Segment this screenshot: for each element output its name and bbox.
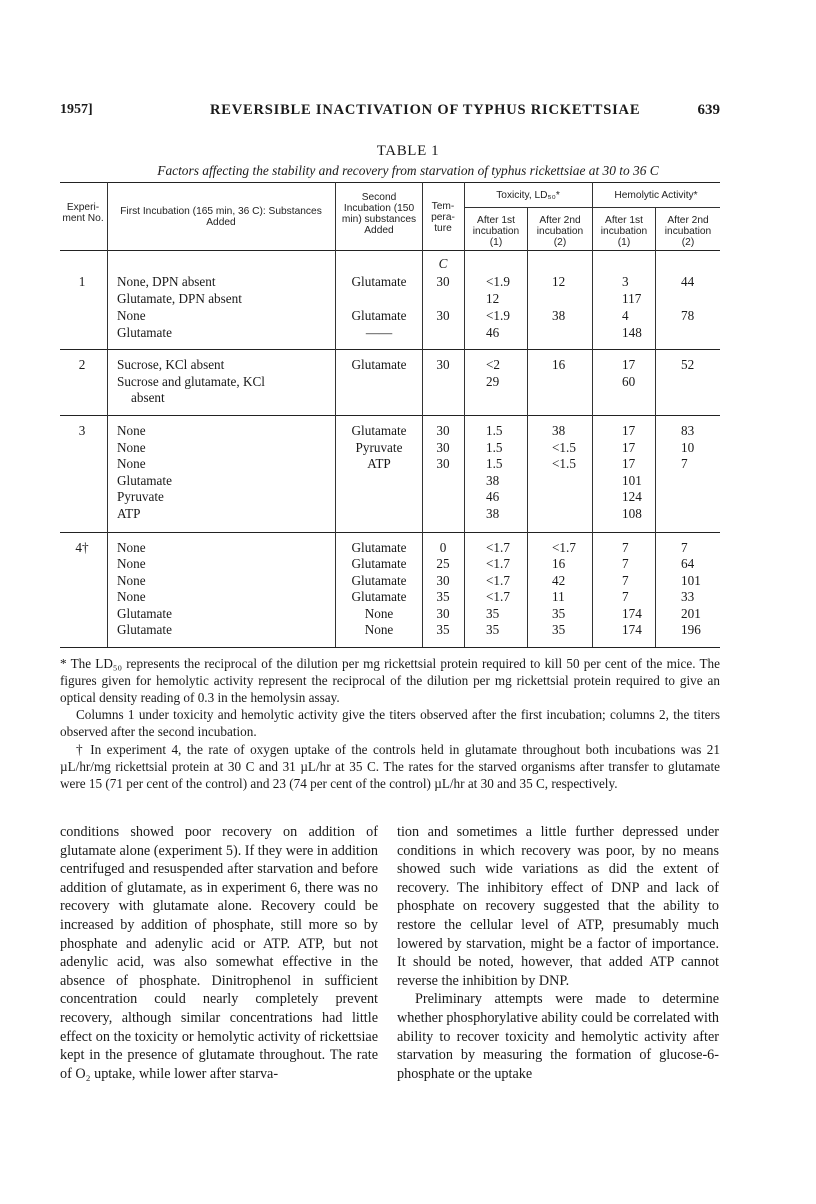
table-cell-hem1: 3 xyxy=(622,274,629,289)
table-cell-hem2: 78 xyxy=(681,308,695,323)
table-cell-second: None xyxy=(364,606,394,621)
table-cell-temp: 30 xyxy=(436,440,450,455)
table-cell-temp: 30 xyxy=(436,274,450,289)
table-cell-hem2: 10 xyxy=(681,440,695,455)
body-paragraph: Preliminary attempts were made to determine whether phosphorylative ability could be correlated with ability to recover toxicity and hemolytic activity after starvation by measuring the formation of glucose-6-phosphate or the uptake xyxy=(397,991,719,1082)
header-second-incubation: Second Incubation (150 min) substances Added xyxy=(341,192,417,236)
table-cell-hem1: 174 xyxy=(622,622,642,637)
table-cell-hem2: 64 xyxy=(681,556,695,571)
table-cell-second: —— xyxy=(365,325,393,340)
body-right-column xyxy=(397,823,719,1083)
group-divider-1 xyxy=(60,349,720,350)
table-cell-hem1: 124 xyxy=(622,489,642,504)
table-cell-hem1: 7 xyxy=(622,589,629,604)
table-label: TABLE 1 xyxy=(376,143,440,159)
header-bottom-rule xyxy=(60,250,720,251)
table-cell-first: None xyxy=(117,308,146,323)
table-caption: Factors affecting the stability and recovery from starvation of typhus rickettsiae at 30 to 36 C xyxy=(157,163,659,178)
table-cell-temp: 30 xyxy=(436,423,450,438)
table-cell-tox1: 38 xyxy=(486,506,500,521)
table-cell-first: Pyruvate xyxy=(117,489,164,504)
table-cell-first: ATP xyxy=(117,506,141,521)
table-cell-tox2: 38 xyxy=(552,308,566,323)
table-cell-first: None xyxy=(117,540,146,555)
table-cell-temp: 35 xyxy=(436,622,450,637)
table-cell-tox1: <1.7 xyxy=(486,540,510,555)
table-cell-tox2: 16 xyxy=(552,357,566,372)
table-cell-hem1: 148 xyxy=(622,325,642,340)
table-cell-tox1: <1.7 xyxy=(486,556,510,571)
table-cell-tox1: 1.5 xyxy=(486,423,503,438)
table-cell-hem2: 83 xyxy=(681,423,695,438)
table-cell-first: None xyxy=(117,589,146,604)
table-cell-tox2: 38 xyxy=(552,423,566,438)
table-top-rule xyxy=(60,182,720,183)
toxicity-subrule xyxy=(464,207,592,208)
table-cell-hem1: 108 xyxy=(622,506,642,521)
table-cell-first: Glutamate xyxy=(117,622,172,637)
table-cell-first: None xyxy=(117,556,146,571)
table-cell-tox1: 1.5 xyxy=(486,456,503,471)
table-cell-tox2: 12 xyxy=(552,274,566,289)
table-cell-second: ATP xyxy=(367,456,391,471)
table-cell-second: Glutamate xyxy=(351,308,407,323)
table-cell-tox2: 35 xyxy=(552,622,566,637)
table-cell-first: None xyxy=(117,440,146,455)
table-cell-hem1: 4 xyxy=(622,308,629,323)
table-cell-tox1: 35 xyxy=(486,606,500,621)
footnote-columns: Columns 1 under toxicity and hemolytic activity give the titers observed after the first incubation; columns 2, the titers observed after the second incubation. xyxy=(60,707,720,739)
volume-year: 1957] xyxy=(60,102,93,117)
table-cell-tox1: 46 xyxy=(486,325,500,340)
table-cell-hem1: 7 xyxy=(622,556,629,571)
table-cell-hem2: 7 xyxy=(681,540,688,555)
table-cell-second: Glutamate xyxy=(351,573,407,588)
group-divider-2 xyxy=(60,415,720,416)
table-cell-second: Glutamate xyxy=(351,274,407,289)
table-cell-temp: 35 xyxy=(436,589,450,604)
table-cell-first: None xyxy=(117,423,146,438)
table-cell-hem1: 60 xyxy=(622,374,636,389)
table-cell-tox2: 42 xyxy=(552,573,566,588)
header-experiment: Experi-ment No. xyxy=(62,202,104,224)
table-cell-second: Glutamate xyxy=(351,589,407,604)
table-cell-temp: 0 xyxy=(439,540,447,555)
header-first-incubation: First Incubation (165 min, 36 C): Substances Added xyxy=(120,206,322,228)
table-cell-second: None xyxy=(364,622,394,637)
table-cell-tox1: <1.7 xyxy=(486,573,510,588)
table-cell-second: Pyruvate xyxy=(355,440,403,455)
table-cell-tox2: 35 xyxy=(552,606,566,621)
table-cell-hem2: 101 xyxy=(681,573,701,588)
table-cell-hem2: 52 xyxy=(681,357,695,372)
table-cell-first: absent xyxy=(131,390,165,405)
table-cell-first: Sucrose and glutamate, KCl xyxy=(117,374,265,389)
table-cell-tox1: 12 xyxy=(486,291,500,306)
table-cell-second: Glutamate xyxy=(351,423,407,438)
table-cell-hem2: 33 xyxy=(681,589,695,604)
table-cell-first: None, DPN absent xyxy=(117,274,216,289)
table-cell-first: Sucrose, KCl absent xyxy=(117,357,225,372)
article-running-title: REVERSIBLE INACTIVATION OF TYPHUS RICKETTSIAE xyxy=(210,102,641,118)
table-cell-tox1: 35 xyxy=(486,622,500,637)
hemolytic-subrule xyxy=(592,207,720,208)
temperature-unit: C xyxy=(438,256,448,271)
table-cell-second: Glutamate xyxy=(351,357,407,372)
table-cell-temp: 30 xyxy=(436,573,450,588)
header-hem-after-2nd: After 2nd incubation (2) xyxy=(664,215,712,248)
table-cell-tox2: <1.5 xyxy=(552,440,576,455)
table-cell-temp: 30 xyxy=(436,606,450,621)
table-bottom-rule xyxy=(60,647,720,648)
table-cell-hem2: 196 xyxy=(681,622,701,637)
table-cell-hem1: 101 xyxy=(622,473,642,488)
table-cell-second: Glutamate xyxy=(351,540,407,555)
table-cell-tox1: <1.9 xyxy=(486,274,510,289)
table-cell-hem1: 17 xyxy=(622,440,636,455)
table-cell-tox1: 46 xyxy=(486,489,500,504)
table-cell-first: None xyxy=(117,456,146,471)
table-cell-hem1: 17 xyxy=(622,357,636,372)
table-cell-exp: 3 xyxy=(78,423,86,438)
table-cell-hem1: 174 xyxy=(622,606,642,621)
table-cell-temp: 30 xyxy=(436,308,450,323)
table-cell-tox2: 11 xyxy=(552,589,565,604)
table-cell-first: Glutamate xyxy=(117,325,172,340)
table-cell-tox1: <2 xyxy=(486,357,501,372)
table-cell-hem2: 201 xyxy=(681,606,701,621)
header-hem-after-1st: After 1st incubation (1) xyxy=(600,215,648,248)
header-tox-after-2nd: After 2nd incubation (2) xyxy=(536,215,584,248)
footnote-dagger: † In experiment 4, the rate of oxygen uptake of the controls held in glutamate throughout both incubations was 21 µL/hr/mg rickettsial protein at 30 C and 31 µL/hr at 35 C. The rates for the starved organisms after transfer to glutamate were 15 (71 per cent of the control) and 23 (74 per cent of the control) µL/hr at 30 and 35 C, respectively. xyxy=(60,742,720,791)
table-cell-hem2: 44 xyxy=(681,274,695,289)
table-cell-hem1: 7 xyxy=(622,573,629,588)
table-cell-exp: 4† xyxy=(75,540,89,555)
header-hemolytic: Hemolytic Activity* xyxy=(614,190,698,201)
table-cell-first: Glutamate, DPN absent xyxy=(117,291,242,306)
table-cell-second: Glutamate xyxy=(351,556,407,571)
table-cell-exp: 1 xyxy=(78,274,86,289)
body-paragraph: conditions showed poor recovery on addition of glutamate alone (experiment 5). If they were in addition centrifuged and resuspended after starvation and before addition of glutamate, as in experiment 6, there was no recovery with glutamate alone. Recovery could be increased by addition of phosphate, still more so by phosphate and adenylic acid or ATP. ATP, but not adenylic acid, was also somewhat effective in the absence of phosphate. Dinitrophenol in sufficient concentration could nearly completely prevent recovery, although similar concentrations had little effect on the toxicity or hemolytic activity of rickettsiae kept in the presence of glutamate throughout. The rate of O₂ uptake, while lower after starva- xyxy=(60,824,378,1082)
table-cell-first: Glutamate xyxy=(117,606,172,621)
table-cell-first: Glutamate xyxy=(117,473,172,488)
footnote-star: * The LD₅₀ represents the reciprocal of the dilution per mg rickettsial protein required to kill 50 per cent of the mice. The figures given for hemolytic activity represent the reciprocal of the dilution per mg rickettsial protein required to give an optical density reading of 0.3 in the hemolysin assay. xyxy=(60,656,720,705)
table-cell-tox2: <1.7 xyxy=(552,540,576,555)
table-cell-tox1: <1.9 xyxy=(486,308,510,323)
table-cell-first: None xyxy=(117,573,146,588)
table-cell-temp: 25 xyxy=(436,556,450,571)
table-cell-hem1: 17 xyxy=(622,423,636,438)
table-cell-hem1: 7 xyxy=(622,540,629,555)
body-left-column xyxy=(60,823,378,1083)
header-toxicity: Toxicity, LD₅₀* xyxy=(496,190,560,201)
table-cell-hem1: 117 xyxy=(622,291,642,306)
table-cell-hem1: 17 xyxy=(622,456,636,471)
table-cell-tox1: 29 xyxy=(486,374,500,389)
table-cell-temp: 30 xyxy=(436,357,450,372)
table-cell-tox1: 38 xyxy=(486,473,500,488)
running-head xyxy=(60,102,720,124)
table-cell-tox1: <1.7 xyxy=(486,589,510,604)
header-temperature: Tem-pera-ture xyxy=(431,201,455,234)
table-cell-tox2: 16 xyxy=(552,556,566,571)
table-cell-tox1: 1.5 xyxy=(486,440,503,455)
group-divider-3 xyxy=(60,532,720,533)
page-number: 639 xyxy=(697,102,720,118)
body-paragraph: tion and sometimes a little further depressed under conditions in which recovery was poor, by no means showed such wide variations as did the extent of recovery. The inhibitory effect of DNP and lack of phosphate on recovery suggested that the ability to restore the cellular level of ATP, presumably much lowered by starvation, might be a factor of importance. It should be noted, however, that added ATP cannot reverse the inhibition by DNP. xyxy=(397,824,719,989)
table-cell-temp: 30 xyxy=(436,456,450,471)
header-tox-after-1st: After 1st incubation (1) xyxy=(472,215,520,248)
table-cell-hem2: 7 xyxy=(681,456,688,471)
table-cell-tox2: <1.5 xyxy=(552,456,576,471)
table-cell-exp: 2 xyxy=(78,357,86,372)
